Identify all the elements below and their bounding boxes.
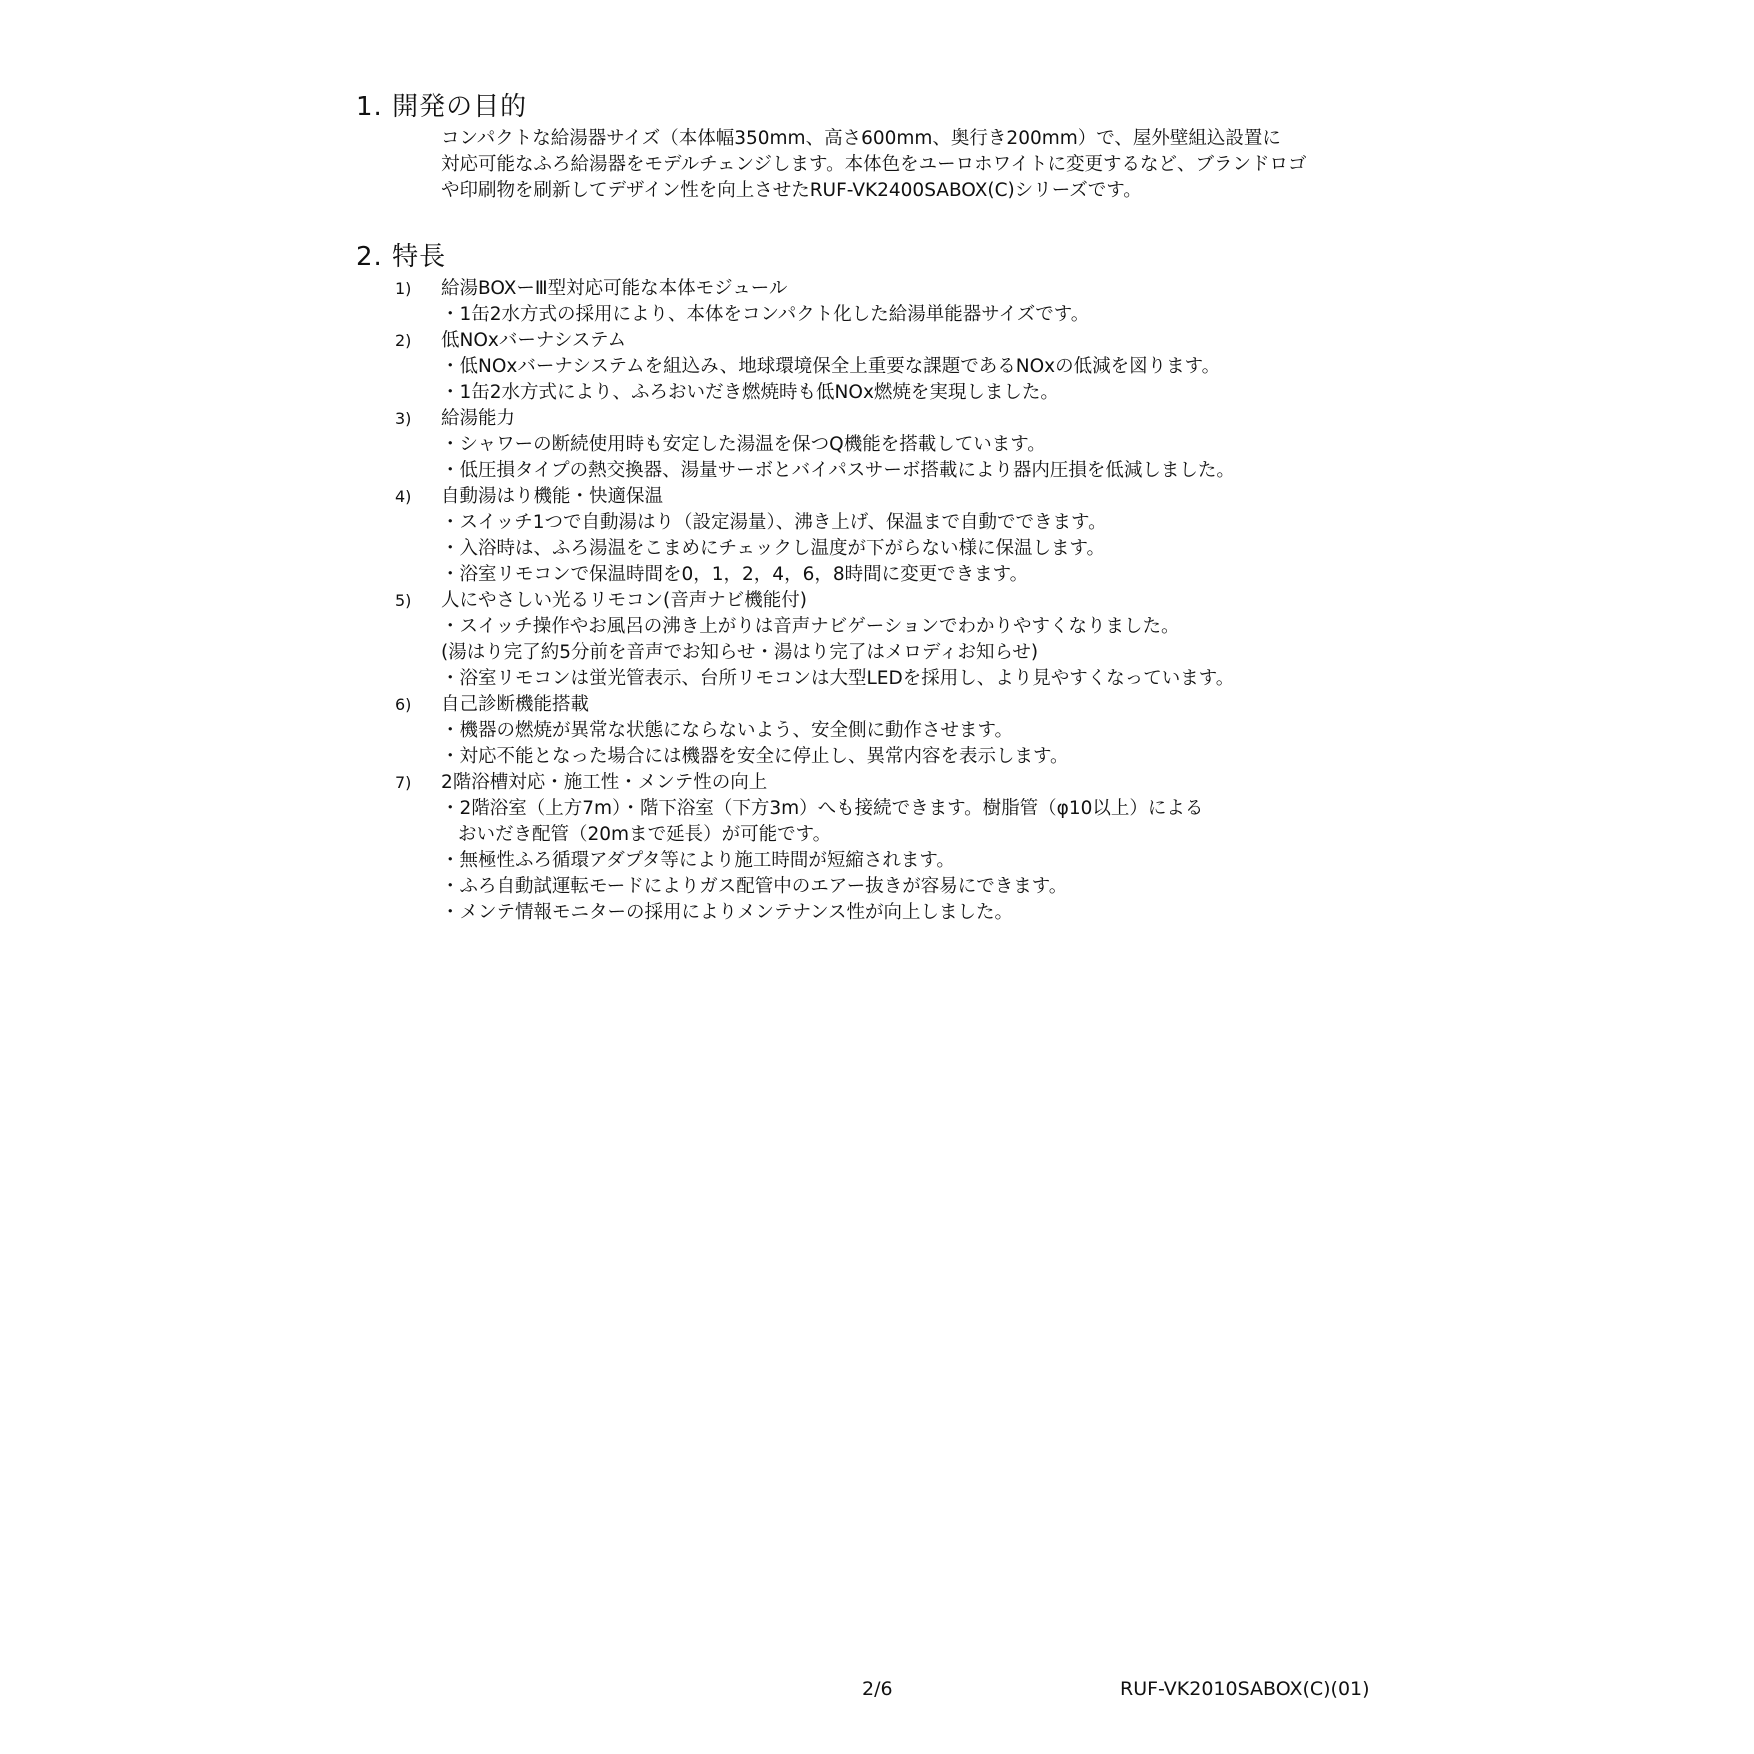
feature-title: 給湯能力 bbox=[441, 408, 516, 429]
feature-bullet: ・1缶2水方式により、ふろおいだき燃焼時も低NOx燃焼を実現しました。 bbox=[441, 382, 1059, 403]
feature-bullet: ・2階浴室（上方7m）・階下浴室（下方3m）へも接続できます。樹脂管（φ10以上）による bbox=[441, 798, 1204, 819]
feature-bullet-continuation: おいだき配管（20mまで延長）が可能です。 bbox=[458, 824, 832, 845]
feature-bullet: ・浴室リモコンで保温時間を0，1，2，4，6，8時間に変更できます。 bbox=[441, 564, 1029, 585]
feature-number: 2) bbox=[395, 331, 412, 350]
purpose-line-3: や印刷物を刷新してデザイン性を向上させたRUF-VK2400SABOX(C)シリーズです。 bbox=[441, 180, 1142, 201]
feature-title: 自己診断機能搭載 bbox=[441, 694, 590, 715]
section-features bbox=[356, 242, 1436, 926]
feature-number: 5) bbox=[395, 591, 412, 610]
feature-bullet: ・シャワーの断続使用時も安定した湯温を保つQ機能を搭載しています。 bbox=[441, 434, 1046, 455]
purpose-line-2: 対応可能なふろ給湯器をモデルチェンジします。本体色をユーロホワイトに変更するなど、ブランドロゴ bbox=[441, 154, 1307, 175]
feature-bullet: ・低NOxバーナシステムを組込み、地球環境保全上重要な課題であるNOxの低減を図ります。 bbox=[441, 356, 1221, 377]
feature-number: 3) bbox=[395, 409, 412, 428]
feature-5 bbox=[356, 588, 1436, 692]
feature-title: 自動湯はり機能・快適保温 bbox=[441, 486, 664, 507]
feature-bullet: ・入浴時は、ふろ湯温をこまめにチェックし温度が下がらない様に保温します。 bbox=[441, 538, 1105, 559]
feature-bullet: ・低圧損タイプの熱交換器、湯量サーボとバイパスサーボ搭載により器内圧損を低減しました。 bbox=[441, 460, 1235, 481]
page-number: 2/6 bbox=[862, 1678, 893, 1700]
feature-bullet: ・無極性ふろ循環アダプタ等により施工時間が短縮されます。 bbox=[441, 850, 955, 871]
feature-number: 4) bbox=[395, 487, 412, 506]
feature-6 bbox=[356, 692, 1436, 770]
feature-bullet: ・ふろ自動試運転モードによりガス配管中のエアー抜きが容易にできます。 bbox=[441, 876, 1068, 897]
feature-bullet: ・機器の燃焼が異常な状態にならないよう、安全側に動作させます。 bbox=[441, 720, 1014, 741]
feature-bullet: ・メンテ情報モニターの採用によりメンテナンス性が向上しました。 bbox=[441, 902, 1014, 923]
feature-title: 給湯BOXーⅢ型対応可能な本体モジュール bbox=[441, 278, 788, 299]
feature-3 bbox=[356, 406, 1436, 484]
document-code: RUF-VK2010SABOX(C)(01) bbox=[1120, 1678, 1370, 1700]
section-purpose bbox=[356, 92, 1436, 204]
feature-title: 人にやさしい光るリモコン(音声ナビ機能付) bbox=[441, 590, 807, 611]
feature-2 bbox=[356, 328, 1436, 406]
purpose-line-1: コンパクトな給湯器サイズ（本体幅350mm、高さ600mm、奥行き200mm）で、屋外壁組込設置に bbox=[441, 128, 1281, 149]
feature-7 bbox=[356, 770, 1436, 926]
section-title-features: 2. 特長 bbox=[356, 242, 447, 272]
feature-number: 7) bbox=[395, 773, 412, 792]
feature-1 bbox=[356, 276, 1436, 328]
feature-bullet: ・浴室リモコンは蛍光管表示、台所リモコンは大型LEDを採用し、より見やすくなっています。 bbox=[441, 668, 1235, 689]
feature-bullet: ・対応不能となった場合には機器を安全に停止し、異常内容を表示します。 bbox=[441, 746, 1069, 767]
feature-bullet: ・スイッチ操作やお風呂の沸き上がりは音声ナビゲーションでわかりやすくなりました。 bbox=[441, 616, 1180, 637]
feature-bullet: ・1缶2水方式の採用により、本体をコンパクト化した給湯単能器サイズです。 bbox=[441, 304, 1090, 325]
feature-bullet: (湯はり完了約5分前を音声でお知らせ・湯はり完了はメロディお知らせ) bbox=[441, 642, 1039, 663]
feature-number: 1) bbox=[395, 279, 412, 298]
feature-title: 2階浴槽対応・施工性・メンテ性の向上 bbox=[441, 772, 768, 793]
feature-title: 低NOxバーナシステム bbox=[441, 330, 627, 351]
section-title-purpose: 1. 開発の目的 bbox=[356, 92, 528, 122]
feature-bullet: ・スイッチ1つで自動湯はり（設定湯量）、沸き上げ、保温まで自動でできます。 bbox=[441, 512, 1107, 533]
feature-number: 6) bbox=[395, 695, 412, 714]
feature-4 bbox=[356, 484, 1436, 588]
